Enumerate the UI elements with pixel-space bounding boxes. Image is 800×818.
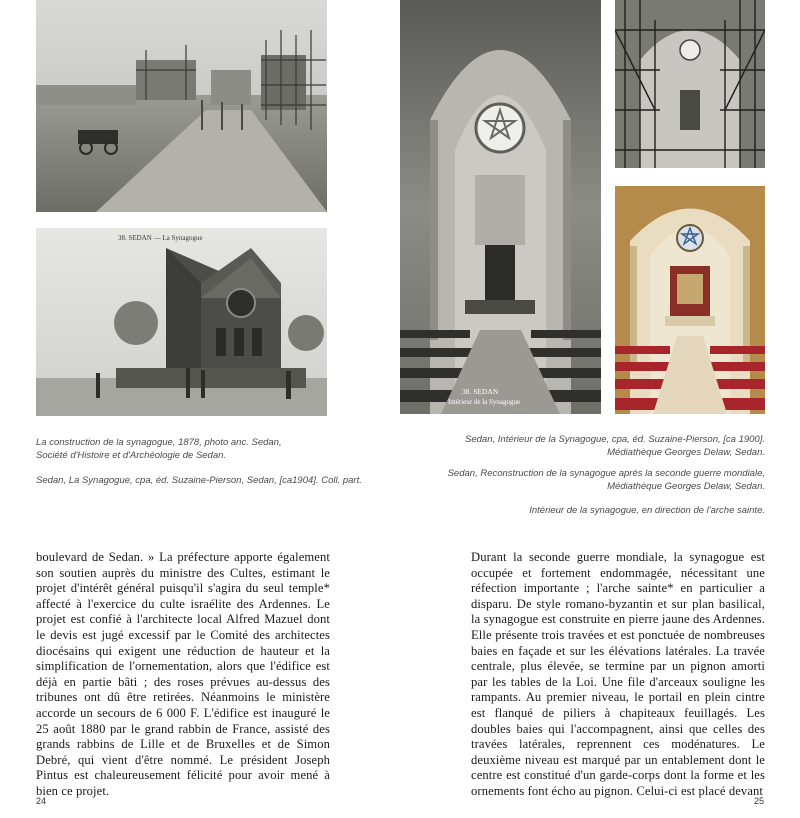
page-number-left: 24 bbox=[36, 796, 47, 806]
caption-reconstruction bbox=[420, 467, 765, 493]
caption-construction bbox=[36, 436, 336, 462]
postcard-photo bbox=[36, 228, 327, 416]
postcard-stamp: 38. SEDAN — La Synagogue bbox=[118, 234, 203, 242]
right-column-text: Durant la seconde guerre mondiale, la synagogue est occupée et fortement endommagée, nécessitant une réfection importante ; l'arche sainte* en particulier a disparu. De style romano-byzantin et sur plan basilical, la synagogue est construite en pierre jaune des Ardennes. Elle présente trois travées et est ponctuée de nombreuses baies en façade et sur les élévations latérales. La travée centrale, plus élevée, se termine par un pignon amorti par les tables de la Loi. Une file d'arceaux souligne les rampants. Au premier niveau, le portail en plein cintre est flanqué de piliers à chapiteaux feuillagés. Les doubles baies qui l'accompagnent, ainsi que celles des travées latérales, reprennent ces modénatures. Le deuxième niveau est marqué par un entablement dont le centre est constitué d'un garde-corps dont la forme et les ornements font écho au pignon. Celui-ci est placé devant bbox=[471, 550, 765, 798]
construction-photo bbox=[36, 0, 327, 212]
caption-line: Intérieur de la synagogue, en direction de l'arche sainte. bbox=[529, 505, 765, 516]
interior-stamp-number: 38. SEDAN bbox=[462, 387, 499, 396]
photo-interior-color-icon bbox=[615, 186, 765, 414]
caption-line: La construction de la synagogue, 1878, photo anc. Sedan, bbox=[36, 437, 282, 448]
scaffold-photo bbox=[615, 0, 765, 168]
caption-interior-color bbox=[420, 504, 765, 517]
left-column-text: boulevard de Sedan. » La préfecture apporte également son soutien auprès du ministre des Cultes, estimant le projet d'intérêt général puisqu'il s'agira du seul temple* affecté à l'exercice du culte israélite des Ardennes. Le projet est confié à l'architecte local Alfred Mazuel dont le devis est jugé excessif par le Comité des architectes diocésains qui exigent une réduction de hauteur et la simplification de l'ornementation, alors que l'édifice est déjà en partie bâti ; des roses prévues au-dessus des tribunes ont dû être retirées. Néanmoins le ministère accorde un secours de 6 000 F. L'édifice est inauguré le 25 août 1880 par le grand rabbin de France, assisté des grands rabbins de Lille et de Bruxelles et de Simon Debré, qui vient d'être nommé. Le président Joseph Pintus est chaleureusement félicité pour avoir mené à bien ce projet. bbox=[36, 550, 330, 798]
caption-line: Médiathèque Georges Delaw, Sedan. bbox=[607, 481, 765, 492]
caption-line: Sedan, Intérieur de la Synagogue, cpa, éd. Suzaine-Pierson, [ca 1900]. bbox=[465, 434, 765, 445]
interior-old-photo bbox=[400, 0, 601, 414]
photo-scaffold-icon bbox=[615, 0, 765, 168]
caption-line: Société d'Histoire et d'Archéologie de Sedan. bbox=[36, 450, 227, 461]
caption-line: Sedan, La Synagogue, cpa, éd. Suzaine-Pierson, Sedan, [ca1904]. Coll. part. bbox=[36, 475, 362, 486]
caption-line: Sedan, Reconstruction de la synagogue après la seconde guerre mondiale, bbox=[447, 468, 765, 479]
page-number-right: 25 bbox=[754, 796, 765, 806]
caption-line: Médiathèque Georges Delaw, Sedan. bbox=[607, 447, 765, 458]
photo-construction-icon bbox=[36, 0, 327, 212]
interior-color-photo bbox=[615, 186, 765, 414]
synagogue-exterior-icon bbox=[36, 228, 327, 416]
synagogue-interior-icon bbox=[400, 0, 601, 414]
caption-interior-old bbox=[420, 433, 765, 459]
caption-postcard bbox=[36, 474, 376, 487]
interior-stamp-title: Intérieur de la Synagogue bbox=[448, 398, 521, 406]
